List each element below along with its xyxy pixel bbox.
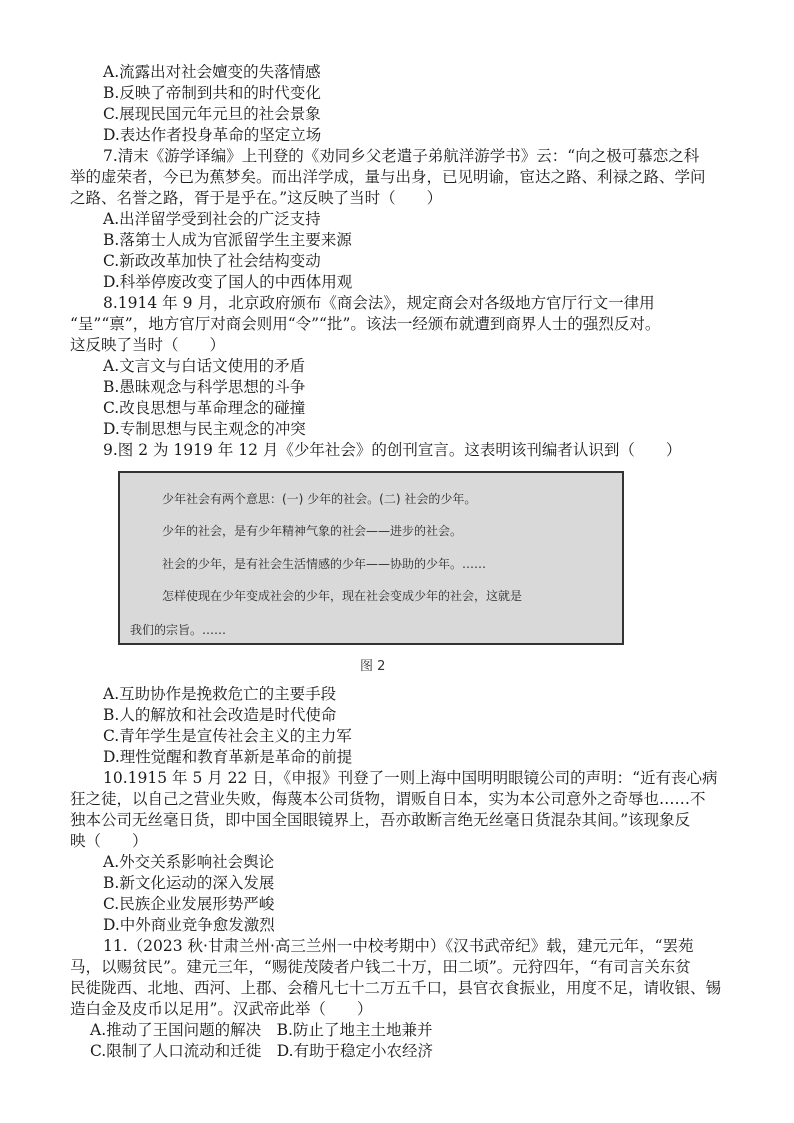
q9-option-a: A.互助协作是挽救危亡的主要手段	[103, 685, 337, 703]
q8-option-d: D.专制思想与民主观念的冲突	[103, 420, 306, 438]
q8-stem-line-2: “呈”“禀”，地方官厅对商会则用“令”“批”。该法一经颁布就遭到商界人士的强烈反对。	[70, 315, 661, 333]
q7-stem-line-2: 举的虚荣者，今已为蕉梦矣。而出洋学成，量与出身，已见明谕，宦达之路、利禄之路、学问	[70, 168, 706, 186]
q8-stem-line-1: 8.1914 年 9 月，北京政府颁布《商会法》，规定商会对各级地方官厅行文一律用	[103, 294, 655, 312]
q7-stem-line-1: 7.清末《游学译编》上刊登的《劝同乡父老遣子弟航洋游学书》云：“向之极可慕恋之科	[103, 147, 700, 165]
q11-stem-line-4: 造白金及皮币以足用”。汉武帝此举（ ）	[70, 1000, 373, 1018]
q7-option-b: B.落第士人成为官派留学生主要来源	[103, 231, 352, 249]
figure-line: 我们的宗旨。……	[130, 623, 227, 637]
figure-line: 少年的社会，是有少年精神气象的社会——进步的社会。	[162, 524, 463, 538]
q7-option-d: D.科举停废改变了国人的中西体用观	[103, 273, 353, 291]
q10-stem-line-4: 映（ ）	[70, 832, 148, 850]
q10-stem-line-1: 10.1915 年 5 月 22 日，《申报》刊登了一则上海中国明明眼镜公司的声明：“近有丧心病	[103, 769, 718, 787]
q11-stem-line-2: 马，以赐贫民”。建元三年，“赐徙茂陵者户钱二十万，田二顷”。元狩四年，“有司言关东贫	[70, 958, 691, 976]
q6-option-b: B.反映了帝制到共和的时代变化	[103, 84, 321, 102]
q9-option-d: D.理性觉醒和教育革新是革命的前提	[103, 748, 353, 766]
q9-option-b: B.人的解放和社会改造是时代使命	[103, 706, 337, 724]
q11-stem-line-1: 11.（2023 秋·甘肃兰州·高三兰州一中校考期中）《汉书武帝纪》载，建元元年，“罢苑	[103, 937, 694, 955]
q10-stem-line-3: 独本公司无丝毫日货，即中国全国眼镜界上，吾亦敢断言绝无丝毫日货混杂其间。”该现象反	[70, 811, 691, 829]
q10-option-a: A.外交关系影响社会舆论	[103, 853, 275, 871]
q6-option-a: A.流露出对社会嬗变的失落情感	[103, 63, 321, 81]
q7-stem-line-3: 之路、名誉之路，胥于是乎在。”这反映了当时（ ）	[70, 189, 443, 207]
figure-line: 少年社会有两个意思：(一) 少年的社会。(二) 社会的少年。	[162, 492, 477, 506]
q8-stem-line-3: 这反映了当时（ ）	[70, 336, 226, 354]
figure-caption: 图 2	[360, 659, 386, 674]
q9-option-c: C.青年学生是宣传社会主义的主力军	[103, 727, 352, 745]
q10-option-d: D.中外商业竞争愈发激烈	[103, 916, 275, 934]
q10-option-c: C.民族企业发展形势严峻	[103, 895, 275, 913]
q10-option-b: B.新文化运动的深入发展	[103, 874, 275, 892]
q6-option-c: C.展现民国元年元旦的社会景象	[103, 105, 321, 123]
q11-stem-line-3: 民徙陇西、北地、西河、上郡、会稽凡七十二万五千口，县官衣食振业，用度不足，请收银、锡	[70, 979, 722, 997]
q7-option-a: A.出洋留学受到社会的广泛支持	[103, 210, 321, 228]
q8-option-c: C.改良思想与革命理念的碰撞	[103, 399, 306, 417]
figure-line: 社会的少年，是有社会生活情感的少年——协助的少年。……	[162, 557, 487, 571]
figure-line: 怎样使现在少年变成社会的少年，现在社会变成少年的社会，这就是	[162, 589, 523, 603]
q8-option-a: A.文言文与白话文使用的矛盾	[103, 357, 306, 375]
q9-stem-line-1: 9.图 2 为 1919 年 12 月《少年社会》的创刊宣言。这表明该刊编者认识到（ ）	[103, 441, 682, 459]
q11-options-row-1: A.推动了王国问题的解决 B.防止了地主土地兼并	[90, 1021, 433, 1039]
q8-option-b: B.愚昧观念与科学思想的斗争	[103, 378, 306, 396]
q6-option-d: D.表达作者投身革命的坚定立场	[103, 126, 322, 144]
q7-option-c: C.新政改革加快了社会结构变动	[103, 252, 321, 270]
q10-stem-line-2: 狂之徒，以自己之营业失败，侮蔑本公司货物，谓贩自日本，实为本公司意外之奇辱也……不	[70, 790, 706, 808]
q11-options-row-2: C.限制了人口流动和迁徙 D.有助于稳定小农经济	[90, 1042, 434, 1060]
figure-2-manifesto	[118, 471, 624, 645]
